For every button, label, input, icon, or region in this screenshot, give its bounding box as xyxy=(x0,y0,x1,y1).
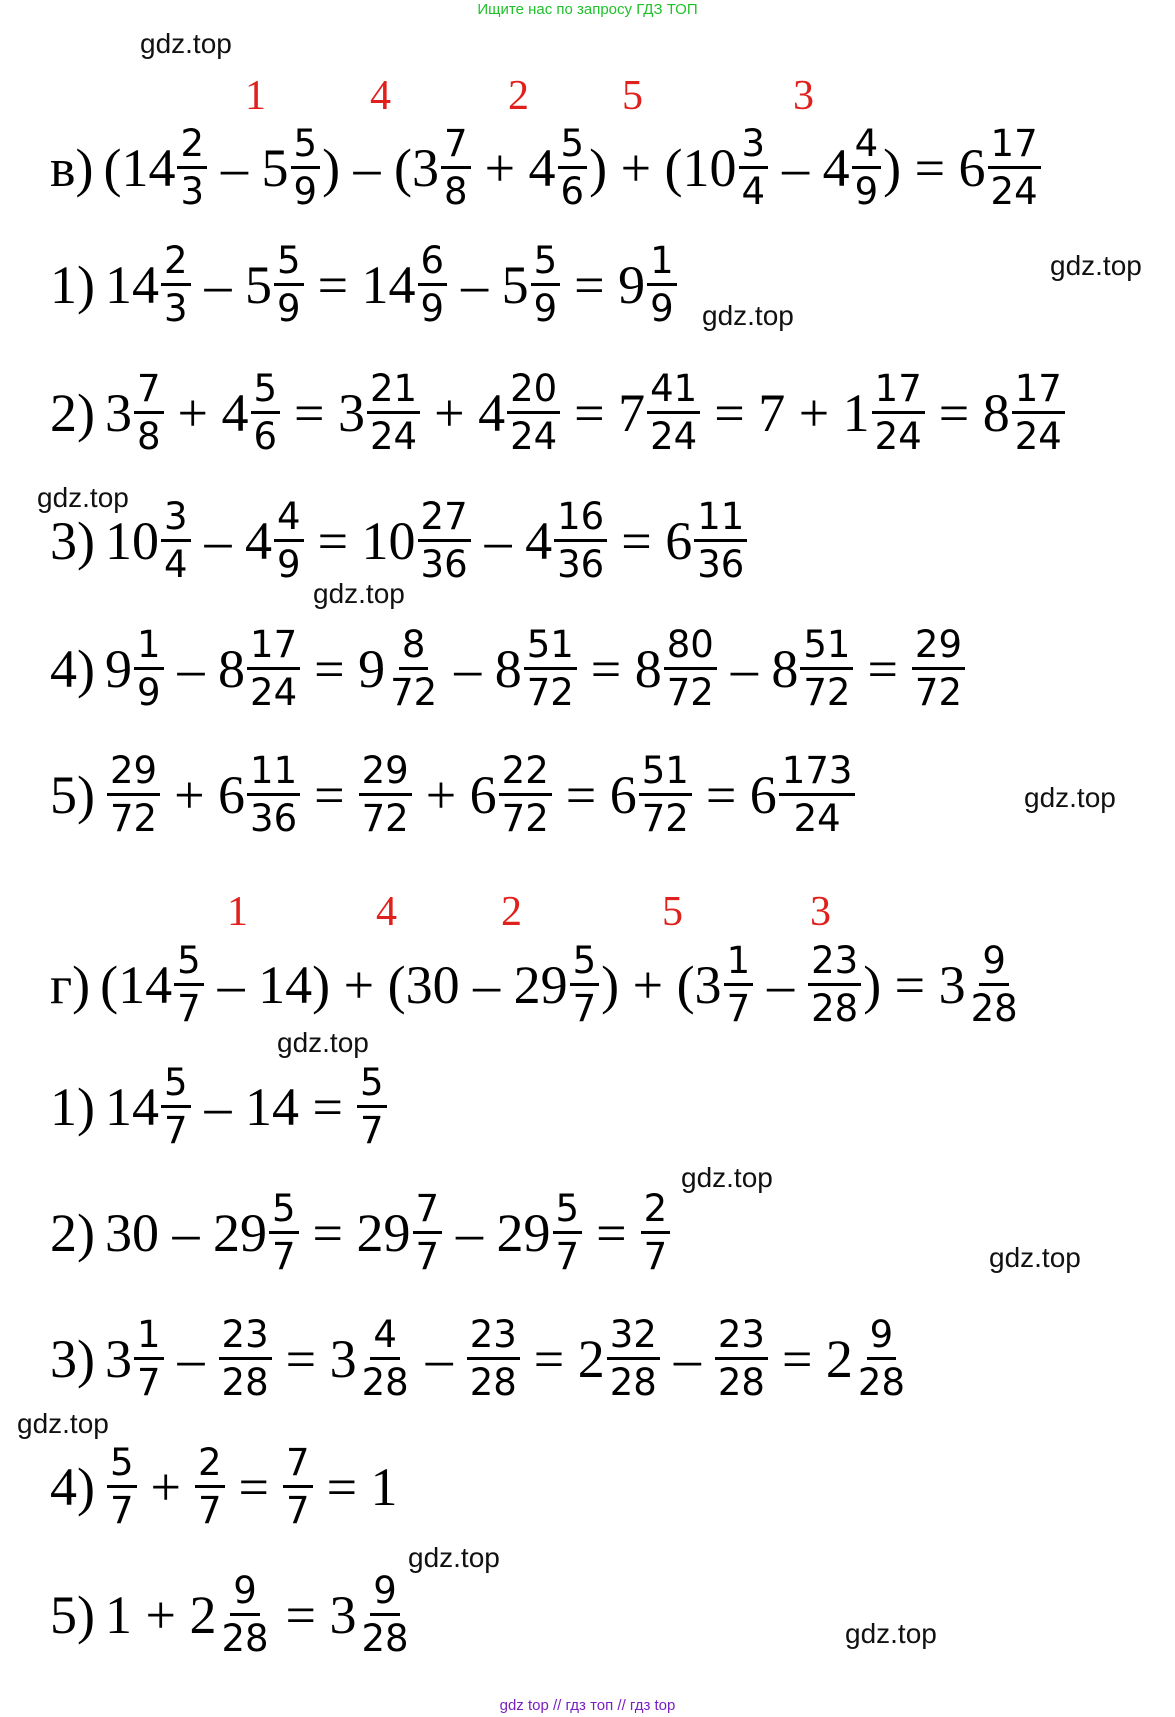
operator-text: – 29 xyxy=(456,1202,551,1263)
denominator: 7 xyxy=(555,1235,580,1278)
operator-text: – xyxy=(425,1328,453,1389)
step-4 xyxy=(50,1441,398,1532)
fraction xyxy=(441,122,471,213)
denominator: 72 xyxy=(666,671,714,714)
fraction xyxy=(607,1313,660,1404)
fraction xyxy=(467,1313,520,1404)
denominator: 28 xyxy=(609,1361,657,1404)
step-3 xyxy=(50,495,749,586)
numerator: 21 xyxy=(367,370,420,414)
numerator: 1 xyxy=(724,942,754,986)
operator-text: – 4 xyxy=(484,510,553,571)
fraction xyxy=(177,122,207,213)
operator-text: = xyxy=(867,638,898,699)
numerator: 6 xyxy=(418,242,448,286)
integer-part: (14 xyxy=(103,137,176,198)
fraction xyxy=(694,495,747,586)
fraction xyxy=(291,122,321,213)
header-banner[interactable]: Ищите нас по запросу ГДЗ ТОП xyxy=(477,1,698,18)
numerator: 2 xyxy=(641,1190,671,1234)
numerator: 5 xyxy=(161,1064,191,1108)
order-label: 4 xyxy=(376,889,397,935)
numerator: 5 xyxy=(274,242,304,286)
step-label: 5) xyxy=(50,1584,95,1645)
fraction xyxy=(134,367,164,458)
fraction xyxy=(724,939,754,1030)
operator-text: – 8 xyxy=(730,638,799,699)
watermark: gdz.top xyxy=(989,1242,1081,1273)
watermark: gdz.top xyxy=(1050,250,1142,281)
watermark: gdz.top xyxy=(408,1542,500,1573)
numerator: 1 xyxy=(647,242,677,286)
denominator: 24 xyxy=(793,797,841,840)
denominator: 24 xyxy=(874,415,922,458)
fraction xyxy=(359,749,412,840)
operator-text: = 3 xyxy=(294,382,366,443)
fraction xyxy=(1012,367,1065,458)
order-label: 5 xyxy=(622,73,643,119)
numerator: 27 xyxy=(418,498,471,542)
step-5 xyxy=(50,749,857,840)
numerator: 5 xyxy=(291,125,321,169)
numerator: 7 xyxy=(283,1444,313,1488)
operator-text: + 6 xyxy=(174,764,246,825)
operator-text: 30 – 29 xyxy=(104,1202,267,1263)
numerator: 23 xyxy=(808,942,861,986)
operator-text: = xyxy=(238,1456,270,1517)
fraction xyxy=(558,122,588,213)
numerator: 7 xyxy=(441,125,471,169)
denominator: 3 xyxy=(163,287,188,330)
item-label: в) xyxy=(50,137,94,198)
denominator: 8 xyxy=(136,415,161,458)
integer-part: 14 xyxy=(104,1076,159,1137)
fraction xyxy=(367,367,420,458)
denominator: 72 xyxy=(803,671,851,714)
numerator: 11 xyxy=(694,498,747,542)
order-label: 2 xyxy=(501,889,522,935)
operator-text: = 6 xyxy=(621,510,693,571)
denominator: 72 xyxy=(390,671,438,714)
footer-banner[interactable]: gdz top // гдз топ // гдз top xyxy=(499,1697,676,1714)
denominator: 7 xyxy=(136,1361,161,1404)
fraction xyxy=(418,239,448,330)
denominator: 24 xyxy=(250,671,298,714)
step-label: 1) xyxy=(50,1076,95,1137)
numerator: 3 xyxy=(161,498,191,542)
numerator: 17 xyxy=(872,370,925,414)
fraction xyxy=(218,1569,271,1660)
numerator: 22 xyxy=(499,752,552,796)
numerator: 51 xyxy=(800,626,853,670)
denominator: 72 xyxy=(501,797,549,840)
numerator: 7 xyxy=(134,370,164,414)
operator-text: ) = 6 xyxy=(883,137,986,198)
fraction xyxy=(107,749,160,840)
fraction xyxy=(247,749,300,840)
operator-text: = 14 xyxy=(317,254,416,315)
operator-text: ) = 3 xyxy=(863,954,966,1015)
numerator: 2 xyxy=(161,242,191,286)
watermark: gdz.top xyxy=(17,1408,109,1439)
fraction xyxy=(174,939,204,1030)
operator-text: + 4 xyxy=(434,382,506,443)
denominator: 36 xyxy=(697,543,745,586)
numerator: 11 xyxy=(247,752,300,796)
fraction xyxy=(641,1187,671,1278)
operator-text: – 5 xyxy=(204,254,273,315)
numerator: 16 xyxy=(554,498,607,542)
operator-text: – 4 xyxy=(204,510,273,571)
denominator: 24 xyxy=(990,170,1038,213)
operator-text: – 8 xyxy=(454,638,522,699)
numerator: 51 xyxy=(639,752,692,796)
denominator: 28 xyxy=(221,1617,269,1660)
denominator: 9 xyxy=(533,287,558,330)
numerator: 5 xyxy=(558,125,588,169)
denominator: 4 xyxy=(741,170,766,213)
step-5 xyxy=(50,1569,414,1660)
operator-text: ) + (10 xyxy=(589,137,737,198)
numerator: 41 xyxy=(647,370,700,414)
watermark: gdz.top xyxy=(681,1162,773,1193)
operator-text: – 4 xyxy=(782,137,850,198)
denominator: 24 xyxy=(370,415,418,458)
fraction xyxy=(274,495,304,586)
numerator: 5 xyxy=(251,370,281,414)
fraction xyxy=(219,1313,272,1404)
operator-text: – 5 xyxy=(221,137,289,198)
operator-text: – 8 xyxy=(177,638,246,699)
operator-text: – xyxy=(767,954,795,1015)
denominator: 28 xyxy=(361,1361,409,1404)
operator-text: = 7 + 1 xyxy=(714,382,870,443)
numerator: 5 xyxy=(357,1064,387,1108)
numerator: 4 xyxy=(274,498,304,542)
denominator: 7 xyxy=(163,1109,188,1152)
numerator: 4 xyxy=(852,125,882,169)
fraction xyxy=(359,1313,412,1404)
step-label: 3) xyxy=(50,510,95,571)
denominator: 72 xyxy=(641,797,689,840)
denominator: 28 xyxy=(361,1617,409,1660)
watermark: gdz.top xyxy=(140,28,232,59)
fraction xyxy=(852,122,882,213)
numerator: 29 xyxy=(107,752,160,796)
denominator: 7 xyxy=(109,1489,134,1532)
denominator: 72 xyxy=(109,797,158,840)
operator-text: + xyxy=(150,1456,181,1517)
integer-part: 3 xyxy=(104,1328,132,1389)
operator-text: ) + (3 xyxy=(601,954,722,1015)
denominator: 9 xyxy=(420,287,445,330)
numerator: 5 xyxy=(553,1190,583,1234)
fraction xyxy=(912,623,965,714)
operator-text: = 1 xyxy=(326,1456,398,1517)
numerator: 9 xyxy=(979,942,1009,986)
fraction xyxy=(800,623,853,714)
fraction xyxy=(808,939,861,1030)
denominator: 24 xyxy=(1014,415,1062,458)
fraction xyxy=(161,1061,191,1152)
denominator: 7 xyxy=(726,987,751,1030)
denominator: 28 xyxy=(221,1361,269,1404)
numerator: 51 xyxy=(524,626,577,670)
watermark: gdz.top xyxy=(1024,782,1116,813)
fraction xyxy=(107,1441,137,1532)
denominator: 7 xyxy=(198,1489,222,1532)
fraction xyxy=(387,623,440,714)
fraction xyxy=(499,749,552,840)
fraction xyxy=(161,239,191,330)
fraction xyxy=(283,1441,313,1532)
numerator: 23 xyxy=(715,1316,768,1360)
step-4 xyxy=(50,623,967,714)
integer-part: 10 xyxy=(104,510,159,571)
operator-text: = 8 xyxy=(590,638,662,699)
fraction xyxy=(357,1061,387,1152)
operator-text: = 3 xyxy=(285,1328,357,1389)
denominator: 7 xyxy=(177,987,201,1030)
operator-text: = 2 xyxy=(533,1328,605,1389)
order-label: 1 xyxy=(245,73,266,119)
step-label: 2) xyxy=(50,382,95,443)
fraction xyxy=(647,367,700,458)
operator-text: = 6 xyxy=(705,764,777,825)
operator-text: + 4 xyxy=(484,137,556,198)
step-2 xyxy=(50,367,1067,458)
order-label: 5 xyxy=(662,889,683,935)
denominator: 72 xyxy=(914,671,962,714)
numerator: 173 xyxy=(779,752,856,796)
numerator: 29 xyxy=(912,626,965,670)
denominator: 9 xyxy=(277,287,301,330)
numerator: 9 xyxy=(867,1316,897,1360)
operator-text: – xyxy=(673,1328,701,1389)
numerator: 29 xyxy=(359,752,412,796)
fraction xyxy=(570,939,600,1030)
numerator: 1 xyxy=(134,1316,164,1360)
fraction xyxy=(553,1187,583,1278)
denominator: 72 xyxy=(361,797,409,840)
operator-text: = 2 xyxy=(781,1328,853,1389)
watermark: gdz.top xyxy=(37,482,129,513)
fraction xyxy=(134,623,164,714)
step-1 xyxy=(50,239,679,330)
denominator: 72 xyxy=(526,671,574,714)
watermark: gdz.top xyxy=(277,1027,369,1058)
denominator: 7 xyxy=(286,1489,310,1532)
numerator: 17 xyxy=(988,125,1041,169)
numerator: 5 xyxy=(269,1190,299,1234)
main-expression xyxy=(50,122,1043,213)
denominator: 7 xyxy=(572,987,597,1030)
operator-text: = xyxy=(596,1202,627,1263)
step-1 xyxy=(50,1061,389,1152)
operator-text: = xyxy=(314,764,345,825)
numerator: 23 xyxy=(467,1316,520,1360)
numerator: 2 xyxy=(195,1444,225,1488)
fraction xyxy=(715,1313,768,1404)
numerator: 5 xyxy=(174,942,204,986)
watermark: gdz.top xyxy=(702,300,794,331)
fraction xyxy=(161,495,191,586)
numerator: 5 xyxy=(107,1444,137,1488)
fraction xyxy=(413,1187,443,1278)
operator-text: + 6 xyxy=(425,764,497,825)
operator-text: 1 + 2 xyxy=(104,1584,217,1645)
denominator: 36 xyxy=(420,543,468,586)
denominator: 9 xyxy=(650,287,674,330)
fraction xyxy=(531,239,561,330)
operator-text: = 10 xyxy=(317,510,416,571)
fraction xyxy=(664,623,717,714)
integer-part: 9 xyxy=(104,638,132,699)
step-label: 1) xyxy=(50,254,95,315)
fraction xyxy=(968,939,1021,1030)
operator-text: = 3 xyxy=(285,1584,357,1645)
fraction xyxy=(739,122,769,213)
numerator: 20 xyxy=(507,370,560,414)
denominator: 8 xyxy=(444,170,468,213)
numerator: 8 xyxy=(399,626,429,670)
step-label: 3) xyxy=(50,1328,95,1389)
order-label: 2 xyxy=(508,73,529,119)
denominator: 4 xyxy=(163,543,188,586)
fraction xyxy=(647,239,677,330)
denominator: 28 xyxy=(857,1361,905,1404)
fraction xyxy=(251,367,281,458)
item-label: г) xyxy=(50,954,91,1015)
integer-part: 3 xyxy=(104,382,132,443)
numerator: 9 xyxy=(230,1572,260,1616)
numerator: 3 xyxy=(739,125,769,169)
fraction xyxy=(872,367,925,458)
operator-text: = 8 xyxy=(938,382,1010,443)
denominator: 24 xyxy=(510,415,558,458)
integer-part: (14 xyxy=(100,954,173,1015)
order-label: 1 xyxy=(227,889,248,935)
fraction xyxy=(269,1187,299,1278)
operator-text: – 14) + (30 – 29 xyxy=(217,954,568,1015)
fraction xyxy=(195,1441,225,1532)
denominator: 6 xyxy=(560,170,585,213)
numerator: 23 xyxy=(219,1316,272,1360)
operator-text: + 4 xyxy=(177,382,249,443)
step-2 xyxy=(50,1187,672,1278)
fraction xyxy=(359,1569,412,1660)
operator-text: = 6 xyxy=(565,764,637,825)
operator-text: ) – (3 xyxy=(322,137,440,198)
denominator: 7 xyxy=(271,1235,296,1278)
step-3 xyxy=(50,1313,910,1404)
operator-text: = 7 xyxy=(574,382,646,443)
fraction xyxy=(134,1313,164,1404)
order-label: 3 xyxy=(810,889,831,935)
denominator: 28 xyxy=(717,1361,765,1404)
denominator: 9 xyxy=(136,671,161,714)
denominator: 7 xyxy=(360,1109,384,1152)
numerator: 2 xyxy=(177,125,207,169)
denominator: 36 xyxy=(557,543,605,586)
watermark: gdz.top xyxy=(845,1618,937,1649)
order-label: 3 xyxy=(793,73,814,119)
numerator: 9 xyxy=(370,1572,400,1616)
watermark: gdz.top xyxy=(313,578,405,609)
denominator: 28 xyxy=(469,1361,517,1404)
denominator: 9 xyxy=(293,170,318,213)
denominator: 36 xyxy=(250,797,298,840)
fraction xyxy=(855,1313,908,1404)
numerator: 5 xyxy=(570,942,600,986)
numerator: 4 xyxy=(370,1316,400,1360)
denominator: 3 xyxy=(180,170,205,213)
denominator: 9 xyxy=(854,170,879,213)
denominator: 7 xyxy=(643,1235,668,1278)
operator-text: – xyxy=(177,1328,205,1389)
fraction xyxy=(779,749,856,840)
fraction xyxy=(507,367,560,458)
order-label: 4 xyxy=(370,73,391,119)
numerator: 1 xyxy=(134,626,164,670)
operator-text: = 29 xyxy=(312,1202,411,1263)
step-label: 4) xyxy=(50,1456,95,1517)
numerator: 80 xyxy=(664,626,717,670)
numerator: 17 xyxy=(247,626,300,670)
operator-text: – 5 xyxy=(461,254,529,315)
denominator: 9 xyxy=(277,543,301,586)
main-expression xyxy=(50,939,1023,1030)
step-label: 2) xyxy=(50,1202,95,1263)
denominator: 28 xyxy=(811,987,859,1030)
step-label: 4) xyxy=(50,638,95,699)
fraction xyxy=(418,495,471,586)
denominator: 24 xyxy=(650,415,698,458)
fraction xyxy=(639,749,692,840)
denominator: 6 xyxy=(253,415,278,458)
denominator: 28 xyxy=(970,987,1018,1030)
denominator: 7 xyxy=(415,1235,440,1278)
operator-text: – 14 = xyxy=(204,1076,343,1137)
fraction xyxy=(247,623,300,714)
fraction xyxy=(554,495,607,586)
numerator: 32 xyxy=(607,1316,660,1360)
step-label: 5) xyxy=(50,764,95,825)
integer-part: 14 xyxy=(104,254,159,315)
numerator: 5 xyxy=(531,242,561,286)
fraction xyxy=(524,623,577,714)
fraction xyxy=(988,122,1041,213)
operator-text: = 9 xyxy=(574,254,646,315)
numerator: 17 xyxy=(1012,370,1065,414)
numerator: 7 xyxy=(413,1190,443,1234)
fraction xyxy=(274,239,304,330)
operator-text: = 9 xyxy=(314,638,386,699)
